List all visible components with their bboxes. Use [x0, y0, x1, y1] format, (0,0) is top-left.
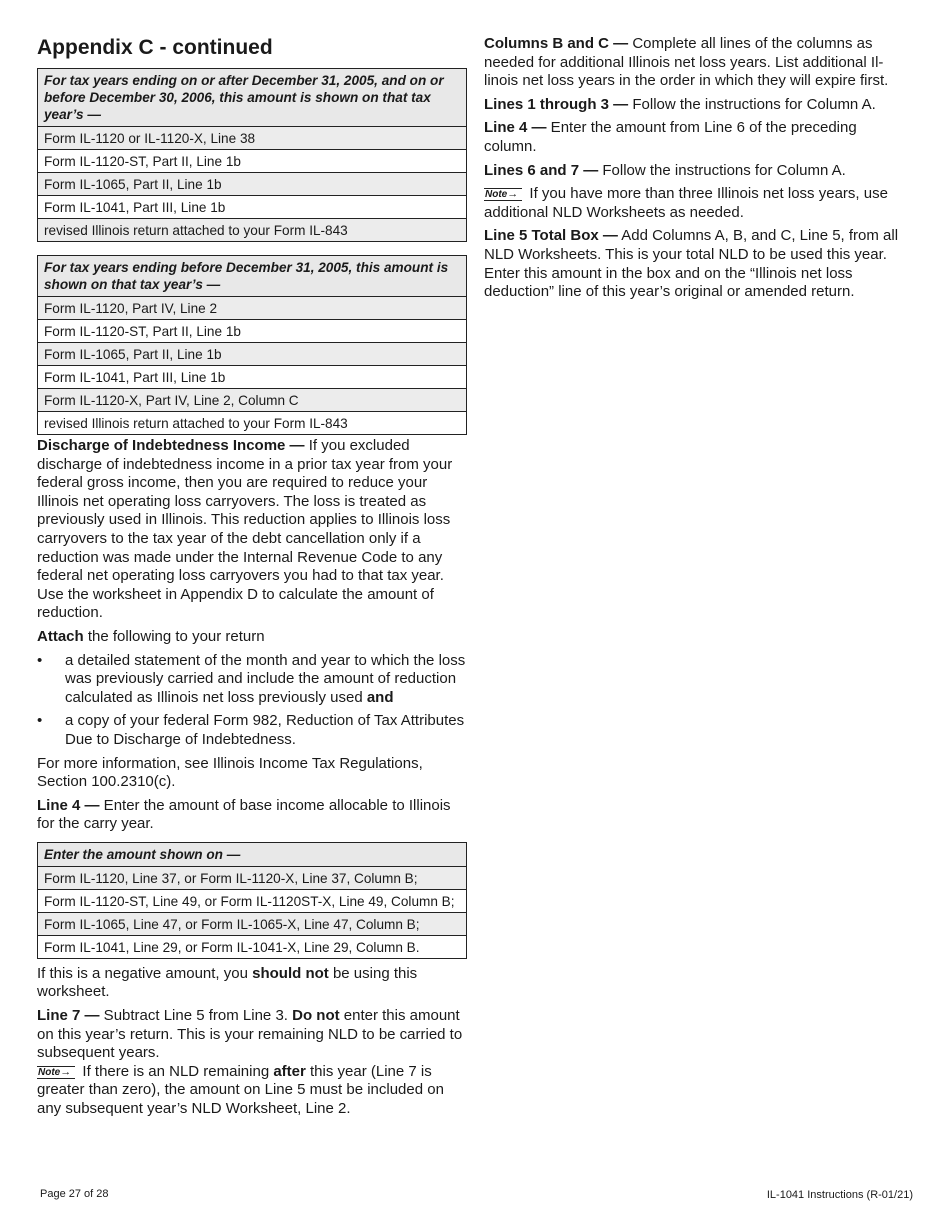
attach-list: [37, 652, 467, 750]
columns-bc-paragraph: [484, 35, 909, 91]
page-title: Appendix C - continued: [37, 36, 273, 59]
line5-heading: Line 5 Total Box —: [484, 227, 618, 245]
note-label: Note: [38, 1066, 61, 1078]
line7-pre: Subtract Line 5 from Line 3.: [99, 1007, 293, 1025]
note-paragraph: [37, 1063, 467, 1119]
line7-paragraph: [37, 1007, 467, 1063]
lines-1-3-heading: Lines 1 through 3 —: [484, 95, 629, 113]
bullet-text: a detailed statement of the month and year to which the loss was previously carried and include the amount of reduction calculated as Illinois net loss previously used: [65, 651, 466, 706]
table-header: For tax years ending before December 31, 2005, this amount is shown on that tax year’s —: [38, 256, 466, 297]
table-row: Form IL-1041, Part III, Line 1b: [38, 366, 466, 389]
note-icon: Note→: [37, 1066, 75, 1079]
negative-post: be using this worksheet.: [37, 964, 418, 1001]
attach-paragraph: [37, 628, 467, 647]
lines-1-3-text: Follow the instructions for Column A.: [628, 95, 876, 113]
bullet-bold: and: [366, 688, 394, 706]
table-row: Form IL-1065, Line 47, or Form IL-1065-X, Line 47, Column B;: [38, 913, 466, 936]
line7-post: enter this amount on this year’s return. This is your remaining NLD to be carried to subsequent years.: [37, 1007, 463, 1062]
table-row: Form IL-1120-ST, Part II, Line 1b: [38, 320, 466, 343]
table-row: Form IL-1065, Part II, Line 1b: [38, 173, 466, 196]
line5-text: Add Columns A, B, and C, Line 5, from all NLD Worksheets. This is your total NLD to be used this year. Enter this amount in the box and on the “Illinois net loss deduction” line of this year’s original or amended return.: [484, 227, 899, 301]
line4-heading: Line 4 —: [37, 796, 100, 814]
lines-6-7-text: Follow the instructions for Column A.: [598, 161, 846, 179]
negative-bold: should not: [252, 964, 329, 982]
table-row: Form IL-1120-ST, Part II, Line 1b: [38, 150, 466, 173]
discharge-paragraph: [37, 437, 467, 623]
line4-right-heading: Line 4 —: [484, 119, 547, 137]
note-post: this year (Line 7 is greater than zero), the amount on Line 5 must be included on any subsequent year’s NLD Worksheet, Line 2.: [37, 1062, 444, 1118]
note-icon: Note→: [484, 188, 522, 201]
left-column: [37, 34, 467, 1124]
attach-text: the following to your return: [83, 627, 265, 645]
table-row: Form IL-1120, Line 37, or Form IL-1120-X, Line 37, Column B;: [38, 867, 466, 890]
negative-pre: If this is a negative amount, you: [37, 964, 253, 982]
note-pre: If there is an NLD remaining: [78, 1062, 274, 1080]
line4-right-text: Enter the amount from Line 6 of the preceding column.: [484, 119, 857, 155]
columns-bc-text: Complete all lines of the columns as needed for additional Illinois net loss years. List additional Il-linois net loss years in the order in which they will expire first.: [484, 35, 889, 90]
lines-6-7-heading: Lines 6 and 7 —: [484, 161, 599, 179]
table-enter-amount: [37, 842, 467, 959]
right-column: [484, 35, 909, 307]
attach-bold: Attach: [37, 627, 84, 645]
table-row: Form IL-1120-ST, Line 49, or Form IL-1120ST-X, Line 49, Column B;: [38, 890, 466, 913]
note2-paragraph: [484, 185, 909, 222]
more-info-paragraph: For more information, see Illinois Income Tax Regulations, Section 100.2310(c).: [37, 754, 423, 791]
lines-1-3-paragraph: [484, 96, 909, 115]
page-number: Page 27 of 28: [40, 1188, 109, 1200]
line4-text: Enter the amount of base income allocable to Illinois for the carry year.: [37, 796, 451, 833]
note-label: Note: [485, 189, 508, 201]
table-row: Form IL-1065, Part II, Line 1b: [38, 343, 466, 366]
table-row: revised Illinois return attached to your Form IL-843: [38, 219, 466, 241]
form-id: IL-1041 Instructions (R-01/21): [766, 1189, 913, 1201]
bullet-text: a copy of your federal Form 982, Reduction of Tax Attributes Due to Discharge of Indebtedness.: [65, 712, 465, 748]
discharge-heading: Discharge of Indebtedness Income —: [37, 437, 305, 454]
line4-paragraph: [37, 797, 467, 834]
negative-paragraph: [37, 965, 467, 1002]
table-header: Enter the amount shown on —: [38, 843, 466, 867]
discharge-text: If you excluded discharge of indebtedness income in a prior tax year from your federal gross income, then you are required to reduce your Illinois net operating loss carryovers. The loss is treated as previously used in Illinois. This reduction applies to Illinois loss carryovers to the tax year of the debt cancellation only if a reduction was made under the Internal Revenue Code to any federal net operating loss carryovers you had to that tax year. Use the worksheet in Appendix D to calculate the amount of reduction.: [37, 437, 453, 622]
columns-bc-heading: Columns B and C —: [484, 35, 629, 52]
table-header: For tax years ending on or after December 31, 2005, and on or before December 30, 2006, this amount is shown on that tax year’s —: [38, 69, 466, 127]
table-row: Form IL-1041, Line 29, or Form IL-1041-X, Line 29, Column B.: [44, 939, 420, 955]
line7-heading: Line 7 —: [37, 1007, 100, 1025]
list-item: • a copy of your federal Form 982, Reduction of Tax Attributes Due to Discharge of Indebtedness.: [37, 712, 465, 748]
line7-bold: Do not: [292, 1007, 340, 1025]
table-before-2005: [37, 255, 467, 435]
note2-text: If you have more than three Illinois net loss years, use additional NLD Worksheets as needed.: [484, 185, 888, 221]
lines-6-7-paragraph: [484, 162, 909, 181]
table-2005-2006: [37, 68, 467, 242]
line5-paragraph: [484, 227, 909, 301]
table-row: Form IL-1120, Part IV, Line 2: [38, 297, 466, 320]
list-item: • a detailed statement of the month and year to which the loss was previously carried and include the amount of reduction calculated as Illinois net loss previously used and: [37, 651, 466, 706]
table-row: revised Illinois return attached to your Form IL-843: [44, 416, 348, 431]
note-bold: after: [273, 1062, 306, 1080]
line4-right-paragraph: [484, 119, 909, 156]
table-row: Form IL-1120-X, Part IV, Line 2, Column C: [38, 389, 466, 412]
table-row: Form IL-1041, Part III, Line 1b: [38, 196, 466, 219]
table-row: Form IL-1120 or IL-1120-X, Line 38: [38, 127, 466, 150]
